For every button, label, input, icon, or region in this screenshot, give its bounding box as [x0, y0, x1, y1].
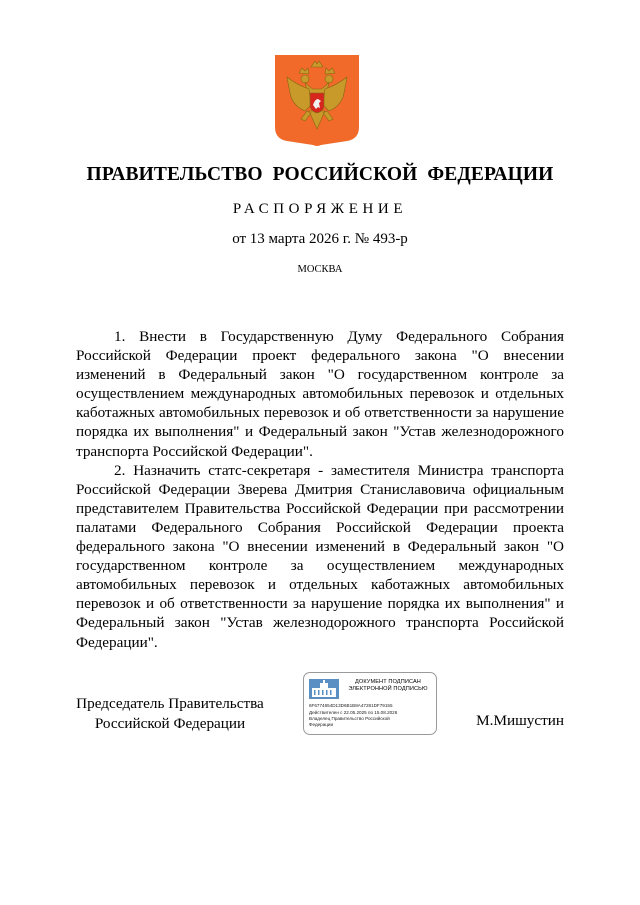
signatory-position — [76, 694, 264, 734]
document-date-number: от 13 марта 2026 г. № 493-р — [232, 231, 408, 247]
signatory-position-line1: Председатель Правительства — [76, 695, 264, 712]
stamp-title-line2: ЭЛЕКТРОННОЙ ПОДПИСЬЮ — [348, 686, 428, 692]
coat-of-arms-icon — [275, 55, 359, 147]
government-building-icon — [309, 679, 339, 699]
government-title: ПРАВИТЕЛЬСТВО РОССИЙСКОЙ ФЕДЕРАЦИИ — [86, 164, 554, 185]
stamp-owner-line2: Федерации — [309, 722, 334, 727]
document-body — [76, 327, 564, 652]
stamp-owner-line1: Владелец Правительство Российской — [309, 716, 390, 721]
document-type: РАСПОРЯЖЕНИЕ — [232, 201, 408, 217]
signatory-name: М.Мишустин — [476, 712, 564, 729]
stamp-title-line1: ДОКУМЕНТ ПОДПИСАН — [355, 679, 421, 685]
document-city: МОСКВА — [297, 264, 343, 275]
stamp-title — [342, 679, 434, 693]
paragraph-2: 2. Назначить статс-секретаря - заместителя Министра транспорта Российской Федерации Зверева Дмитрия Станиславовича официальным представителем Правительства Российской Федерации при рассмотрении палатами Федерального Собрания Российской Федерации проекта федерального закона "О внесении изменений в Федеральный закон "О государственном контроле за осуществлением международных автомобильных перевозок и отдельных каботажных автомобильных перевозок и об ответственности за нарушение порядка их выполнения" и Федеральный закон "Устав железнодорожного транспорта Российской Федерации". — [76, 461, 564, 651]
paragraph-1: 1. Внести в Государственную Думу Федерального Собрания Российской Федерации проект федерального закона "О внесении изменений в Федеральный закон "О государственном контроле за осуществлением международных автомобильных перевозок и отдельных каботажных автомобильных перевозок и об ответственности за нарушение порядка их выполнения" и Федеральный закон "Устав железнодорожного транспорта Российской Федерации". — [76, 328, 564, 460]
electronic-signature-stamp — [303, 672, 437, 735]
signatory-position-line2: Российской Федерации — [94, 715, 246, 732]
stamp-certificate: 6F6774654D13D6B1B8A47281DF79155 — [309, 703, 393, 708]
stamp-validity: Действителен с 22.05.2025 по 15.08.2026 — [309, 710, 398, 715]
